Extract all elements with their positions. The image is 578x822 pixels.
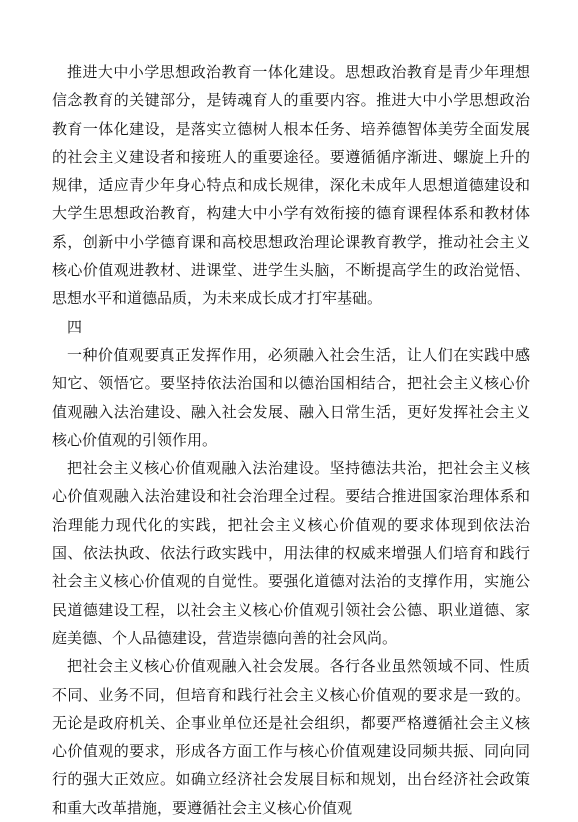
paragraph-values-integration: 一种价值观要真正发挥作用，必须融入社会生活，让人们在实践中感知它、领悟它。要坚持依法治国和以德治国相结合，把社会主义核心价值观融入法治建设、融入社会发展、融入日常生活，更好发挥社会主义核心价值观的引领作用。 bbox=[52, 345, 530, 449]
paragraph-social-development: 把社会主义核心价值观融入社会发展。各行各业虽然领域不同、性质不同、业务不同，但培育和践行社会主义核心价值观的要求是一致的。无论是政府机关、企事业单位还是社会组织，都要严格遵循社会主义核心价值观的要求，形成各方面工作与核心价值观建设同频共振、同向同行的强大正效应。如确立经济社会发展目标和规划，出台经济社会政策和重大改革措施，要遵循社会主义核心价值观 bbox=[52, 657, 530, 817]
paragraph-ideological-education: 推进大中小学思想政治教育一体化建设。思想政治教育是青少年理想信念教育的关键部分，是铸魂育人的重要内容。推进大中小学思想政治教育一体化建设，是落实立德树人根本任务、培养德智体美劳全面发展的社会主义建设者和接班人的重要途径。要遵循循序渐进、螺旋上升的规律，适应青少年身心特点和成长规律，深化未成年人思想道德建设和大学生思想政治教育，构建大中小学有效衔接的德育课程体系和教材体系，创新中小学德育课和高校思想政治理论课教育教学，推动社会主义核心价值观进教材、进课堂、进学生头脑，不断提高学生的政治觉悟、思想水平和道德品质，为未来成长成才打牢基础。 bbox=[52, 63, 530, 308]
document-body bbox=[52, 58, 530, 822]
section-number: 四 bbox=[67, 317, 83, 336]
paragraph-rule-of-law: 把社会主义核心价值观融入法治建设。坚持德法共治，把社会主义核心价值观融入法治建设和社会治理全过程。要结合推进国家治理体系和治理能力现代化的实践，把社会主义核心价值观的要求体现到依法治国、依法执政、依法行政实践中，用法律的权威来增强人们培育和践行社会主义核心价值观的自觉性。要强化道德对法治的支撑作用，实施公民道德建设工程，以社会主义核心价值观引领社会公德、职业道德、家庭美德、个人品德建设，营造崇德向善的社会风尚。 bbox=[52, 459, 530, 647]
